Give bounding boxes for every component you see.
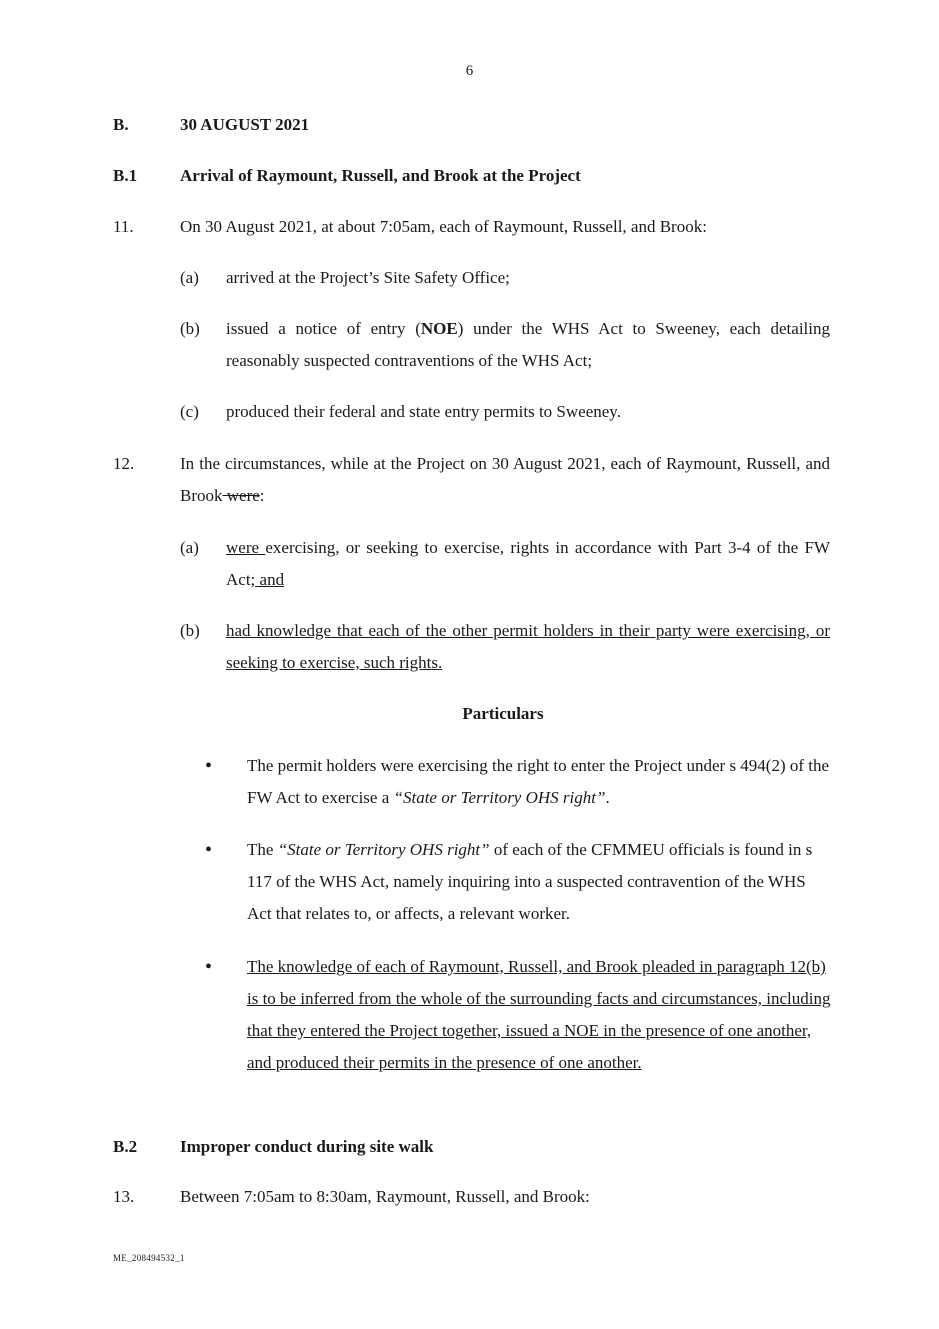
- particulars-bullet-1: [247, 750, 832, 814]
- bullet-2-text-1: The: [247, 840, 278, 859]
- para-11c-label: (c): [180, 402, 199, 421]
- para-12a-text: [226, 532, 830, 596]
- para-11a-label: (a): [180, 268, 199, 287]
- section-b1-number: B.1: [113, 166, 138, 185]
- bullet-2-italic: “State or Territory OHS right”: [277, 840, 490, 859]
- para-12-text-2: :: [259, 486, 265, 505]
- para-11b-text-2: ) under the WHS Act to Sweeney, each detailing reasonably suspected contraventions of the WHS Act;: [226, 319, 830, 370]
- bullet-icon: •: [205, 839, 213, 861]
- para-13-number: 13.: [113, 1187, 135, 1206]
- particulars-bullet-2: [247, 834, 832, 930]
- bullet-1-text-1: The permit holders were exercising the right to enter the Project under s 494(2) of the FW Act to exercise a: [247, 756, 830, 807]
- bullet-icon: •: [205, 755, 213, 777]
- bullet-1-text-2: .: [605, 788, 610, 807]
- para-11-text: On 30 August 2021, at about 7:05am, each of Raymount, Russell, and Brook:: [180, 217, 707, 236]
- para-12a-inserted-1: were: [226, 538, 266, 557]
- noe-defined-term: NOE: [420, 319, 458, 338]
- para-13-text: Between 7:05am to 8:30am, Raymount, Russell, and Brook:: [180, 1187, 590, 1206]
- particulars-heading: Particulars: [462, 704, 544, 723]
- page-number: 6: [465, 63, 474, 79]
- section-b-title: 30 AUGUST 2021: [180, 115, 310, 134]
- para-12b-inserted-text: had knowledge that each of the other permit holders in their party were exercising, or seeking to exercise, such rights.: [226, 621, 830, 672]
- section-b2-title: Improper conduct during site walk: [180, 1137, 434, 1156]
- bullet-2-text-2: of each of the CFMMEU officials is found in s 117 of the WHS Act, namely inquiring into a suspected contravention of the WHS Act that relates to, or affects, a relevant worker.: [247, 840, 813, 923]
- bullet-1-italic: “State or Territory OHS right”: [393, 788, 606, 807]
- bullet-icon: •: [205, 956, 213, 978]
- para-12a-inserted-2: ; and: [250, 570, 285, 589]
- para-11b-text: [226, 313, 830, 377]
- para-11b-text-1: issued a notice of entry (: [226, 319, 421, 338]
- para-12-deleted-text: were: [222, 486, 260, 505]
- document-reference-footer: ME_208494532_1: [113, 1253, 185, 1263]
- para-12a-text-body: exercising, or seeking to exercise, rights in accordance with Part 3-4 of the FW Act: [226, 538, 831, 589]
- para-12a-label: (a): [180, 538, 199, 557]
- section-b2-number: B.2: [113, 1137, 138, 1156]
- para-12b-label: (b): [180, 621, 200, 640]
- section-b1-title: Arrival of Raymount, Russell, and Brook at the Project: [180, 166, 581, 185]
- para-12-number: 12.: [113, 454, 135, 473]
- para-12-text-1: In the circumstances, while at the Project on 30 August 2021, each of Raymount, Russell, and Brook: [180, 454, 830, 505]
- para-11c-text: produced their federal and state entry permits to Sweeney.: [226, 402, 621, 421]
- section-b-number: B.: [113, 115, 129, 134]
- para-11a-text: arrived at the Project’s Site Safety Office;: [226, 268, 510, 287]
- para-11-number: 11.: [113, 217, 134, 236]
- para-11b-label: (b): [180, 319, 200, 338]
- para-12-text: [180, 448, 830, 512]
- particulars-bullet-3-inserted: The knowledge of each of Raymount, Russell, and Brook pleaded in paragraph 12(b) is to be inferred from the whole of the surrounding facts and circumstances, including that they entered the Project together, issued a NOE in the presence of one another, and produced their permits in the presence of one another.: [247, 957, 831, 1072]
